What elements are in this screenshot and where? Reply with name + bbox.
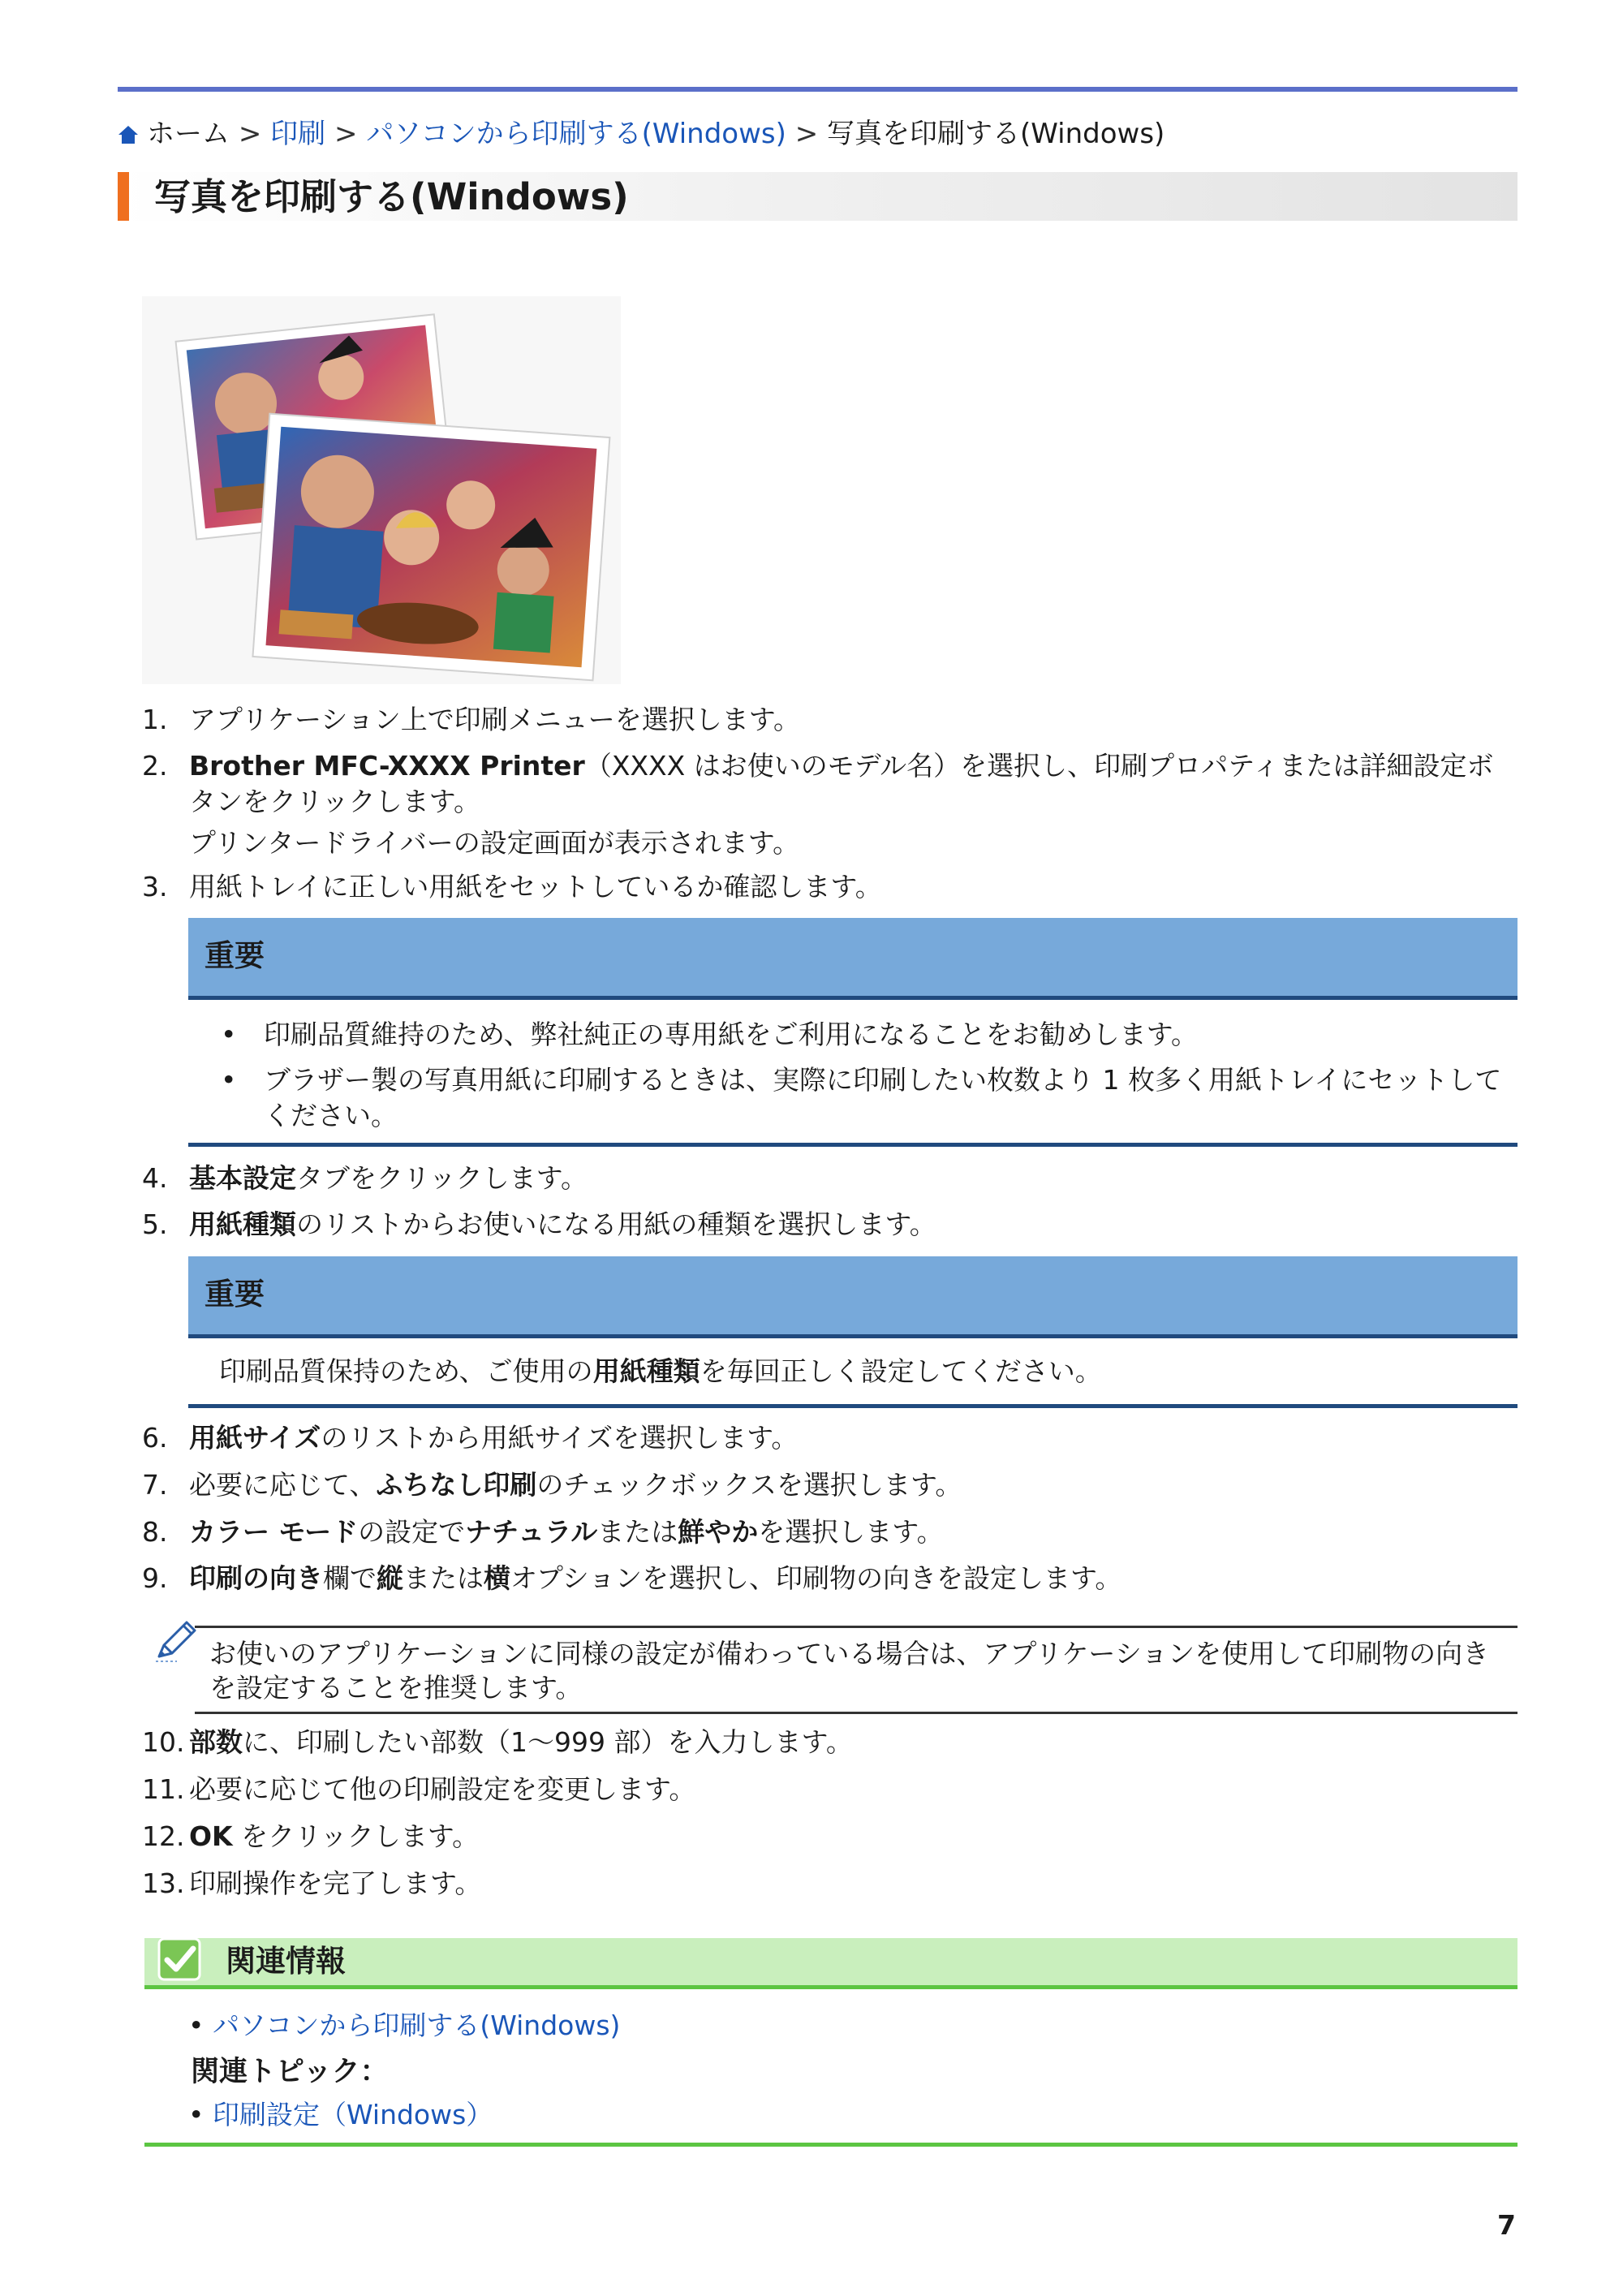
printer-name: Brother MFC-XXXX Printer <box>189 750 585 782</box>
ui-label: 横 <box>484 1562 510 1594</box>
important-heading-box <box>188 918 1518 996</box>
step-text <box>189 1467 1516 1503</box>
step-number: 13. <box>142 1867 185 1899</box>
step-text <box>189 1161 1516 1196</box>
step-text <box>189 1207 1516 1243</box>
important-rule-bottom <box>188 1404 1518 1408</box>
step-text-rest: のリストからお使いになる用紙の種類を選択します。 <box>296 1208 936 1240</box>
step-text-mid: の設定で <box>358 1516 466 1548</box>
important-heading: 重要 <box>204 938 265 973</box>
related-info-bottom-rule <box>144 2143 1518 2147</box>
title-accent <box>118 172 129 221</box>
step-text <box>189 748 1516 820</box>
bullet: • <box>221 1019 237 1050</box>
step-number: 7. <box>142 1469 168 1501</box>
step-text: アプリケーション上で印刷メニューを選択します。 <box>189 704 801 735</box>
ui-label: 用紙種類 <box>592 1355 700 1387</box>
step-text-rest: を選択します。 <box>758 1516 944 1548</box>
step-number: 10. <box>142 1726 185 1758</box>
step-number: 11. <box>142 1773 185 1805</box>
step-text <box>189 1514 1516 1550</box>
ui-label: 基本設定 <box>189 1162 296 1194</box>
ui-label: ナチュラル <box>465 1516 598 1548</box>
step-text-pre: 必要に応じて、 <box>189 1469 377 1501</box>
step-text-rest: のチェックボックスを選択します。 <box>536 1469 962 1501</box>
important-text-rest: を毎回正しく設定してください。 <box>700 1355 1102 1387</box>
step-text-mid: 欄で <box>323 1562 377 1594</box>
home-icon[interactable] <box>118 124 139 145</box>
step-text-mid: または <box>403 1562 484 1594</box>
step-text-rest: オプションを選択し、印刷物の向きを設定します。 <box>510 1562 1122 1594</box>
step-number: 3. <box>142 871 168 902</box>
important-item: ブラザー製の写真用紙に印刷するときは、実際に印刷したい枚数より 1 枚多く用紙トレイにセットしてください。 <box>264 1064 1502 1131</box>
breadcrumb-current: 写真を印刷する(Windows) <box>827 118 1165 150</box>
note-rule-bottom <box>195 1712 1518 1714</box>
step-number: 4. <box>142 1162 168 1194</box>
top-rule <box>118 87 1518 92</box>
ui-label: カラー モード <box>189 1516 359 1548</box>
step-text: 必要に応じて他の印刷設定を変更します。 <box>189 1773 696 1805</box>
step-text <box>189 1819 1516 1854</box>
checkmark-icon <box>156 1936 204 1984</box>
important-rule-top <box>188 1334 1518 1338</box>
related-info-bar <box>144 1938 1518 1987</box>
important-text-pre: 印刷品質保持のため、ご使用の <box>219 1355 593 1387</box>
ui-label: 部数 <box>189 1726 243 1758</box>
step-text-mid: または <box>597 1516 678 1548</box>
related-info-title: 関連情報 <box>226 1944 346 1979</box>
important-heading: 重要 <box>204 1277 265 1312</box>
note-rule-top <box>195 1626 1518 1628</box>
note-text: お使いのアプリケーションに同様の設定が備わっている場合は、アプリケーションを使用して印刷物の向きを設定することを推奨します。 <box>209 1638 1490 1704</box>
important-text <box>219 1354 1102 1389</box>
important-item: 印刷品質維持のため、弊社純正の専用紙をご利用になることをお勧めします。 <box>264 1019 1199 1050</box>
ui-label: 用紙種類 <box>189 1208 296 1240</box>
ui-label: 鮮やか <box>678 1516 759 1548</box>
related-link-print-settings[interactable]: 印刷設定（Windows） <box>213 2099 493 2130</box>
step-number: 1. <box>142 704 168 735</box>
step-text <box>189 1561 1516 1596</box>
breadcrumb-link-print[interactable]: 印刷 <box>270 118 326 150</box>
ui-label: 印刷の向き <box>189 1562 323 1594</box>
breadcrumb <box>118 114 1165 153</box>
step-number: 5. <box>142 1208 168 1240</box>
related-link-pc-print[interactable]: パソコンから印刷する(Windows) <box>213 2010 621 2041</box>
bullet: • <box>221 1064 237 1096</box>
breadcrumb-home[interactable]: ホーム <box>147 118 230 150</box>
step-text: 用紙トレイに正しい用紙をセットしているか確認します。 <box>189 871 882 902</box>
important-heading-box <box>188 1256 1518 1334</box>
step-text-rest: （XXXX はお使いのモデル名）を選択し、印刷プロパティまたは詳細設定ボタンをクリックします。 <box>189 750 1494 817</box>
ui-label: OK <box>189 1820 233 1852</box>
important-rule-top <box>188 996 1518 1000</box>
breadcrumb-link-pc-print[interactable]: パソコンから印刷する(Windows) <box>366 118 786 150</box>
step-number: 9. <box>142 1562 168 1594</box>
step-text-rest: に、印刷したい部数（1～999 部）を入力します。 <box>243 1726 853 1758</box>
step-number: 6. <box>142 1422 168 1454</box>
step-text: 印刷操作を完了します。 <box>189 1867 482 1899</box>
related-topics-label: 関連トピック： <box>191 2056 389 2088</box>
breadcrumb-separator: > <box>794 118 819 150</box>
ui-label: 縦 <box>377 1562 403 1594</box>
step-text-rest: のリストから用紙サイズを選択します。 <box>321 1422 799 1454</box>
ui-label: ふちなし印刷 <box>376 1469 537 1501</box>
page-title: 写真を印刷する(Windows) <box>154 175 629 218</box>
step-number: 12. <box>142 1820 185 1852</box>
related-info-rule <box>144 1985 1518 1989</box>
step-sub-text: プリンタードライバーの設定画面が表示されます。 <box>189 827 800 859</box>
step-number: 2. <box>142 750 168 782</box>
step-text-rest: をクリックします。 <box>232 1820 480 1852</box>
important-rule-bottom <box>188 1143 1518 1147</box>
breadcrumb-separator: > <box>238 118 262 150</box>
bullet: • <box>188 2099 204 2130</box>
ui-label: 用紙サイズ <box>189 1422 321 1454</box>
step-text <box>189 1420 1516 1456</box>
step-text-rest: タブをクリックします。 <box>296 1162 588 1194</box>
step-number: 8. <box>142 1516 168 1548</box>
photo-prints-illustration <box>142 296 621 684</box>
step-text <box>189 1725 1516 1760</box>
bullet: • <box>188 2010 204 2041</box>
pencil-note-icon <box>153 1618 200 1665</box>
breadcrumb-separator: > <box>334 118 358 150</box>
page-number: 7 <box>1497 2209 1516 2241</box>
